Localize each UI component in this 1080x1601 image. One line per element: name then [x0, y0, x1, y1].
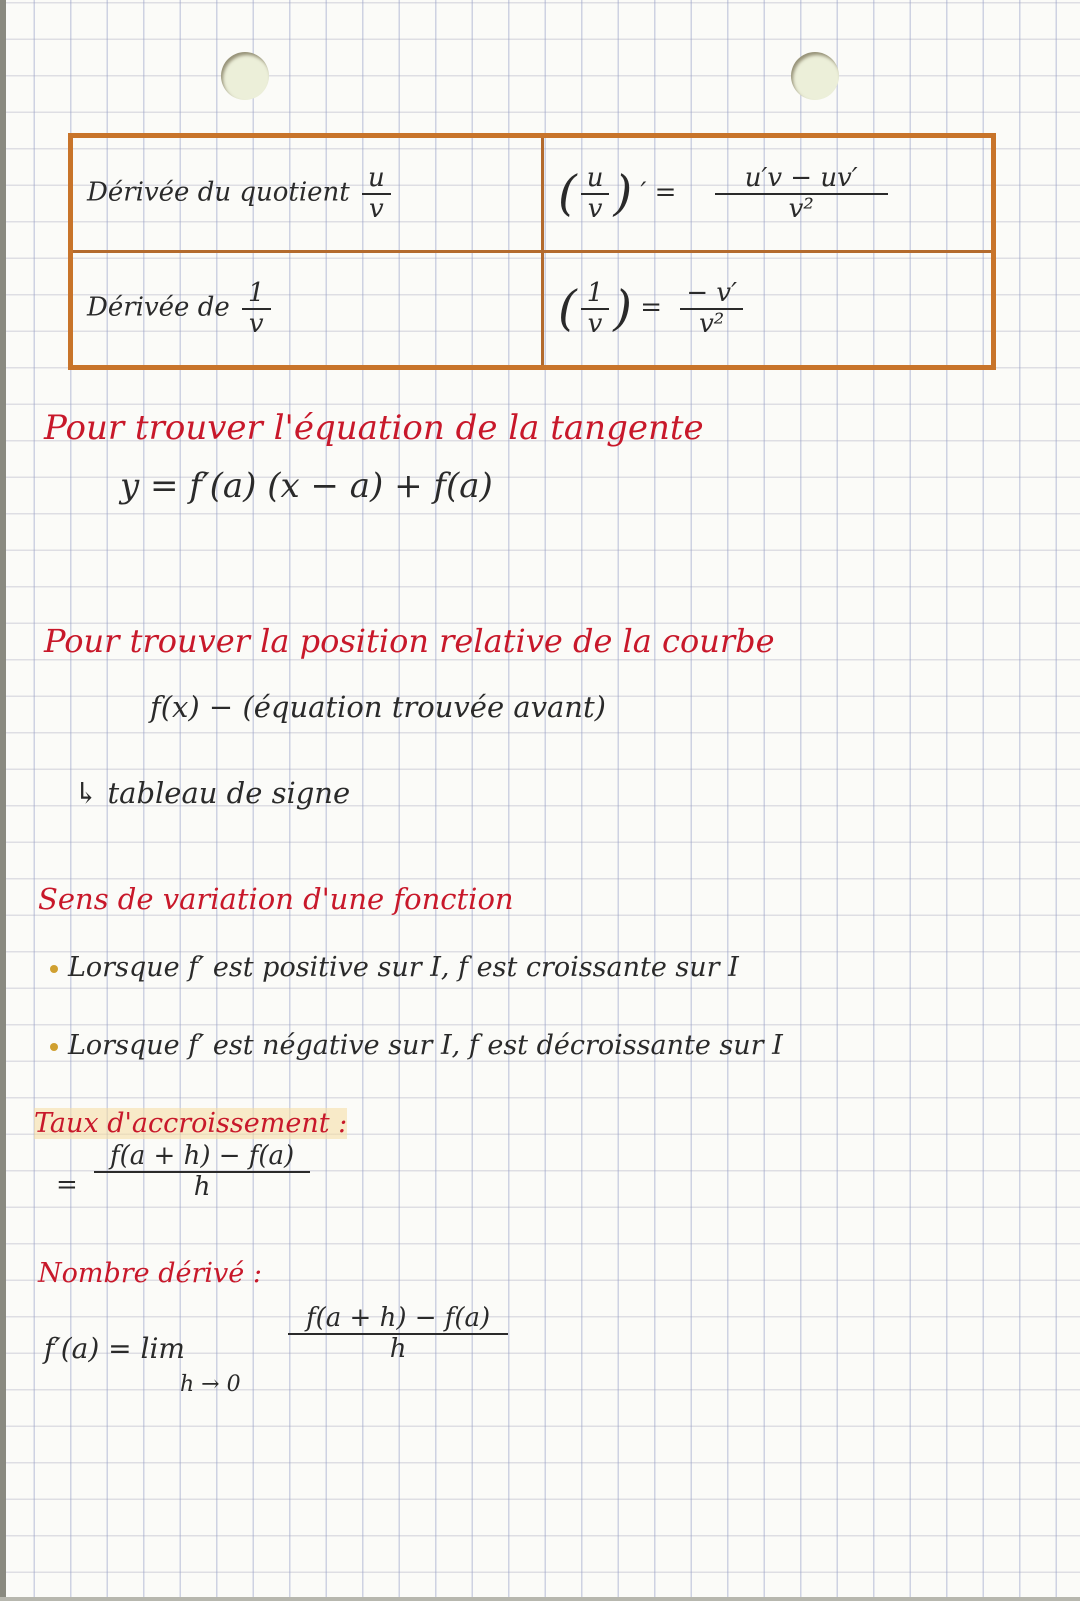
growth-rate-fraction: $\frac{f(a + h) - f(a)}{h}$	[90, 1142, 314, 1201]
table-row	[71, 136, 994, 252]
rhs-fraction: $\frac{u'v - uv'}{\text{v²}}$	[715, 164, 888, 223]
row-formula-cell	[543, 252, 994, 368]
derivative-number-lhs: f′(a) = lim	[44, 1332, 185, 1365]
lhs-suffix: ′ =	[640, 178, 677, 208]
sign-table-note: ↳ tableau de signe	[74, 776, 351, 810]
label-fraction: $\frac{u}{v}$	[362, 164, 391, 223]
growth-rate-prefix: =	[56, 1170, 78, 1200]
row-label: Dérivée de	[87, 293, 230, 323]
derivative-number-title: Nombre dérivé :	[38, 1258, 262, 1289]
rhs-fraction: $\frac{- v'}{\text{v²}}$	[680, 279, 743, 338]
derivative-number-fraction: $\frac{f(a + h) - f(a)}{h}$	[284, 1304, 512, 1363]
relative-position-formula: f(x) − (équation trouvée avant)	[150, 690, 606, 724]
paren-open: (	[558, 281, 577, 337]
label-fraction: $\frac{1}{v}$	[242, 279, 271, 338]
lhs-suffix: =	[640, 293, 663, 323]
bullet-icon	[50, 965, 58, 973]
tangent-formula: y = f′(a) (x − a) + f(a)	[120, 466, 493, 506]
paper-bottom-edge	[0, 1597, 1080, 1601]
tangent-title: Pour trouver l'équation de la tangente	[44, 408, 704, 448]
variation-bullet: Lorsque f′ est négative sur I, f est décroissante sur I	[50, 1030, 783, 1061]
row-label: Dérivée du quotient	[87, 178, 350, 208]
paren-close: )	[613, 166, 633, 222]
relative-position-title: Pour trouver la position relative de la courbe	[44, 622, 775, 660]
paren-open: (	[558, 166, 577, 222]
paper-left-edge	[0, 0, 6, 1601]
derivative-formulas-table	[68, 133, 996, 370]
limit-subscript: h → 0	[180, 1372, 241, 1397]
row-formula-cell	[543, 136, 994, 252]
row-label-cell	[71, 136, 543, 252]
lhs-fraction: $\frac{1}{v}$	[581, 279, 610, 338]
growth-rate-title: Taux d'accroissement :	[34, 1108, 348, 1139]
row-label-cell	[71, 252, 543, 368]
bullet-icon	[50, 1043, 58, 1051]
lhs-fraction: $\frac{u}{v}$	[581, 164, 610, 223]
punch-hole-right	[791, 52, 839, 100]
variation-bullet: Lorsque f′ est positive sur I, f est croissante sur I	[50, 952, 739, 983]
paren-close: )	[613, 281, 633, 337]
variation-title: Sens de variation d'une fonction	[38, 882, 514, 916]
table-row	[71, 252, 994, 368]
punch-hole-left	[221, 52, 269, 100]
